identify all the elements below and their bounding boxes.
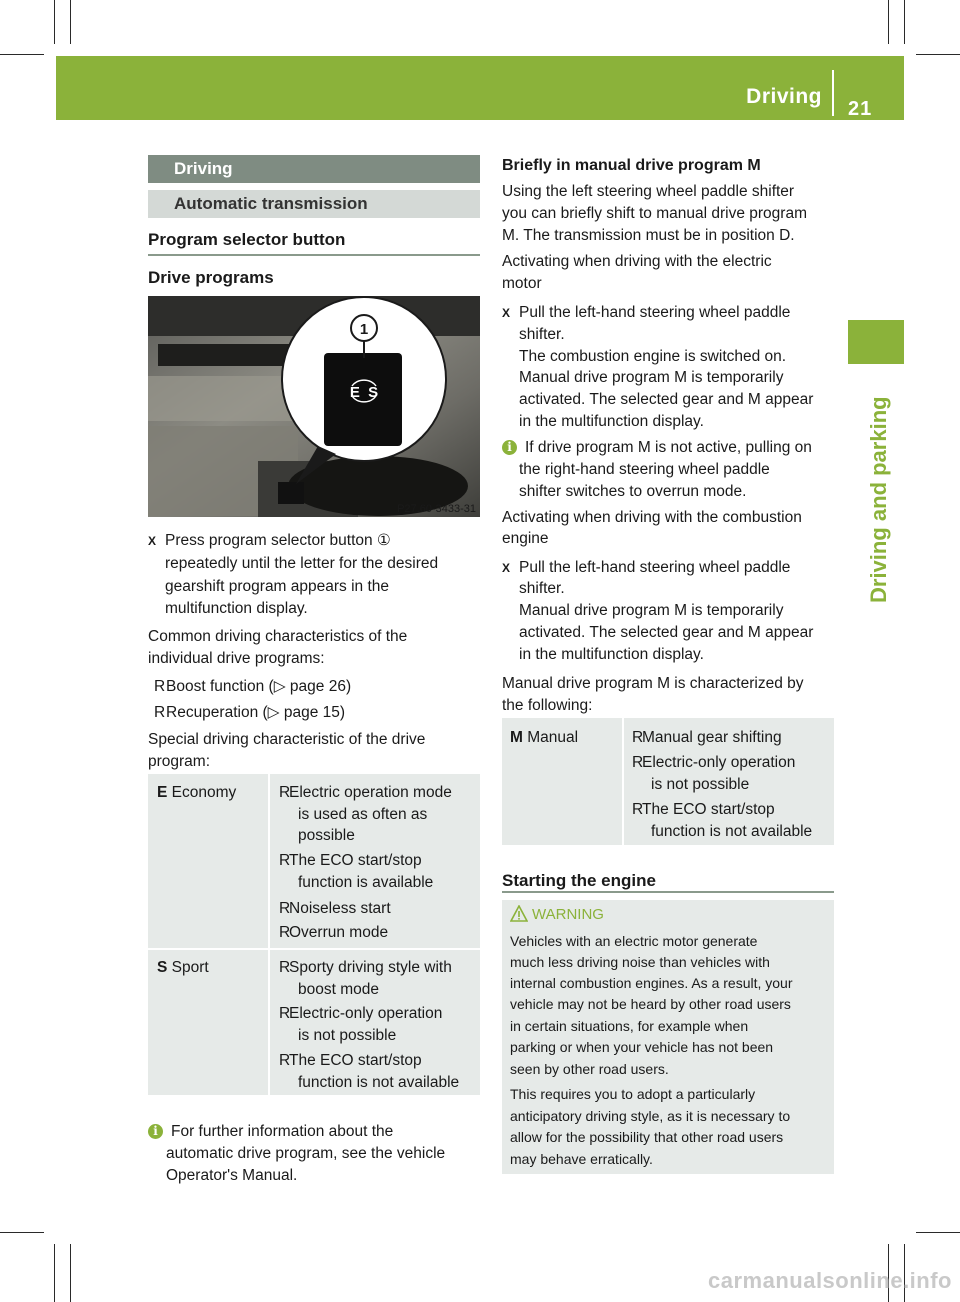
bullet: R [154, 704, 166, 721]
crop-mark [70, 0, 71, 44]
crop-mark [70, 1244, 71, 1302]
info-line: the right-hand steering wheel paddle [519, 461, 770, 478]
info-line: Operator's Manual. [166, 1167, 298, 1184]
table-cell: Noiseless start [289, 900, 391, 917]
table-row-key: M Manual [510, 729, 579, 746]
warning-line: This requires you to adopt a particularly [510, 1086, 756, 1102]
step-line: Pull the left-hand steering wheel paddle [519, 559, 791, 576]
heading-rule [502, 891, 834, 893]
bullet: R [279, 924, 291, 941]
figure-code: P27.60-3433-31 [397, 503, 476, 515]
text-line: you can briefly shift to manual drive program [502, 205, 807, 222]
info-icon: i [148, 1124, 163, 1139]
table-row-key: S Sport [157, 959, 209, 976]
right-heading: Briefly in manual drive program M [502, 157, 761, 174]
step-line: Manual drive program M is temporarily [519, 602, 784, 619]
crop-mark [904, 0, 905, 44]
table-cell: Electric-only operation [642, 754, 796, 771]
table-cell: The ECO start/stop [289, 852, 422, 869]
bullet: R [279, 852, 291, 869]
table-cell: is not possible [651, 776, 750, 793]
figure-button-letters: E S [349, 384, 379, 401]
warning-line: vehicle may not be heard by other road users [510, 996, 791, 1012]
section-bar: Driving [148, 155, 480, 183]
table-separator [148, 948, 480, 950]
crop-mark [916, 54, 960, 55]
page-number: 21 [848, 98, 873, 120]
bullet: R [154, 678, 166, 695]
bullet-text: Recuperation (▷ page 15) [166, 704, 346, 721]
crop-mark [0, 1232, 44, 1233]
bullet: R [279, 900, 291, 917]
side-tab [848, 320, 904, 364]
table-cell: possible [298, 827, 355, 844]
header-title: Driving [746, 85, 822, 108]
warning-line: seen by other road users. [510, 1061, 669, 1077]
table-row-key: E Economy [157, 784, 237, 801]
bullet: R [279, 1052, 291, 1069]
section-heading: Program selector button [148, 230, 346, 249]
table-cell: function is not available [298, 1074, 460, 1091]
table-cell: Electric operation mode [289, 784, 452, 801]
text-line: M. The transmission must be in position D. [502, 227, 795, 244]
table-cell: boost mode [298, 981, 379, 998]
table-cell: Overrun mode [289, 924, 389, 941]
step-line: in the multifunction display. [519, 413, 704, 430]
text-line: Activating when driving with the combustion [502, 509, 802, 526]
warning-title: WARNING [532, 906, 604, 923]
step-line: multifunction display. [165, 600, 308, 617]
bullet: R [632, 754, 644, 771]
table-cell: The ECO start/stop [642, 801, 775, 818]
table-cell: function is not available [651, 823, 813, 840]
table-separator [622, 718, 624, 845]
starting-heading: Starting the engine [502, 871, 656, 890]
text-line: program: [148, 753, 211, 770]
step-line: activated. The selected gear and M appear [519, 624, 814, 641]
step-line: repeatedly until the letter for the desired [165, 555, 439, 572]
info-line: i For further information about the [148, 1121, 393, 1143]
figure-callout: 1 [359, 321, 369, 338]
table-separator [268, 774, 270, 1095]
warning-line: parking or when your vehicle has not been [510, 1039, 774, 1055]
crop-mark [54, 1244, 55, 1302]
bullet: R [279, 784, 291, 801]
side-label: Driving and parking [866, 396, 891, 603]
table-cell: Manual gear shifting [642, 729, 782, 746]
crop-mark [54, 0, 55, 44]
step-line: Press program selector button ① [165, 532, 391, 549]
info-line: shifter switches to overrun mode. [519, 483, 747, 500]
text-line: individual drive programs: [148, 650, 325, 667]
sub-heading: Drive programs [148, 268, 274, 287]
warning-line: in certain situations, for example when [510, 1018, 749, 1034]
step-arrow: X [502, 561, 511, 575]
info-line: i If drive program M is not active, pulling on [502, 437, 812, 459]
text-line: Using the left steering wheel paddle shifter [502, 183, 795, 200]
bullet: R [632, 729, 644, 746]
text-line: Common driving characteristics of the [148, 628, 408, 645]
text-line: motor [502, 275, 542, 292]
step-line: The combustion engine is switched on. [519, 348, 787, 365]
bullet-text: Boost function (▷ page 26) [166, 678, 352, 695]
bullet: R [279, 1005, 291, 1022]
warning-line: much less driving noise than vehicles with [510, 954, 770, 970]
step-line: shifter. [519, 580, 565, 597]
info-line: automatic drive program, see the vehicle [166, 1145, 446, 1162]
warning-line: anticipatory driving style, as it is necessary to [510, 1108, 791, 1124]
subsection-bar: Automatic transmission [148, 190, 480, 218]
bullet: R [279, 959, 291, 976]
table-cell: Sporty driving style with [289, 959, 452, 976]
step-line: gearshift program appears in the [165, 578, 390, 595]
step-line: Pull the left-hand steering wheel paddle [519, 304, 791, 321]
step-line: shifter. [519, 326, 565, 343]
crop-mark [0, 54, 44, 55]
table-cell: is used as often as [298, 806, 428, 823]
crop-mark [888, 0, 889, 44]
table-cell: The ECO start/stop [289, 1052, 422, 1069]
step-line: activated. The selected gear and M appear [519, 391, 814, 408]
step-line: Manual drive program M is temporarily [519, 369, 784, 386]
text-line: Special driving characteristic of the drive [148, 731, 426, 748]
step-line: in the multifunction display. [519, 646, 704, 663]
table-cell: Electric-only operation [289, 1005, 443, 1022]
bullet: R [632, 801, 644, 818]
warning-line: Vehicles with an electric motor generate [510, 933, 758, 949]
table-cell: function is available [298, 874, 434, 891]
step-arrow: X [148, 534, 157, 548]
warning-icon [510, 905, 528, 929]
text-line: engine [502, 530, 549, 547]
step-arrow: X [502, 306, 511, 320]
info-icon: i [502, 440, 517, 455]
watermark: carmanualsonline.info [708, 1268, 952, 1293]
warning-line: may behave erratically. [510, 1151, 653, 1167]
text-line: Manual drive program M is characterized by [502, 675, 804, 692]
header-divider [832, 70, 834, 116]
table-cell: is not possible [298, 1027, 397, 1044]
text-line: Activating when driving with the electric [502, 253, 772, 270]
heading-rule [148, 254, 480, 256]
warning-line: allow for the possibility that other road users [510, 1129, 784, 1145]
warning-line: internal combustion engines. As a result, your [510, 975, 793, 991]
crop-mark [916, 1232, 960, 1233]
text-line: the following: [502, 697, 593, 714]
drive-programs-figure [148, 296, 480, 517]
